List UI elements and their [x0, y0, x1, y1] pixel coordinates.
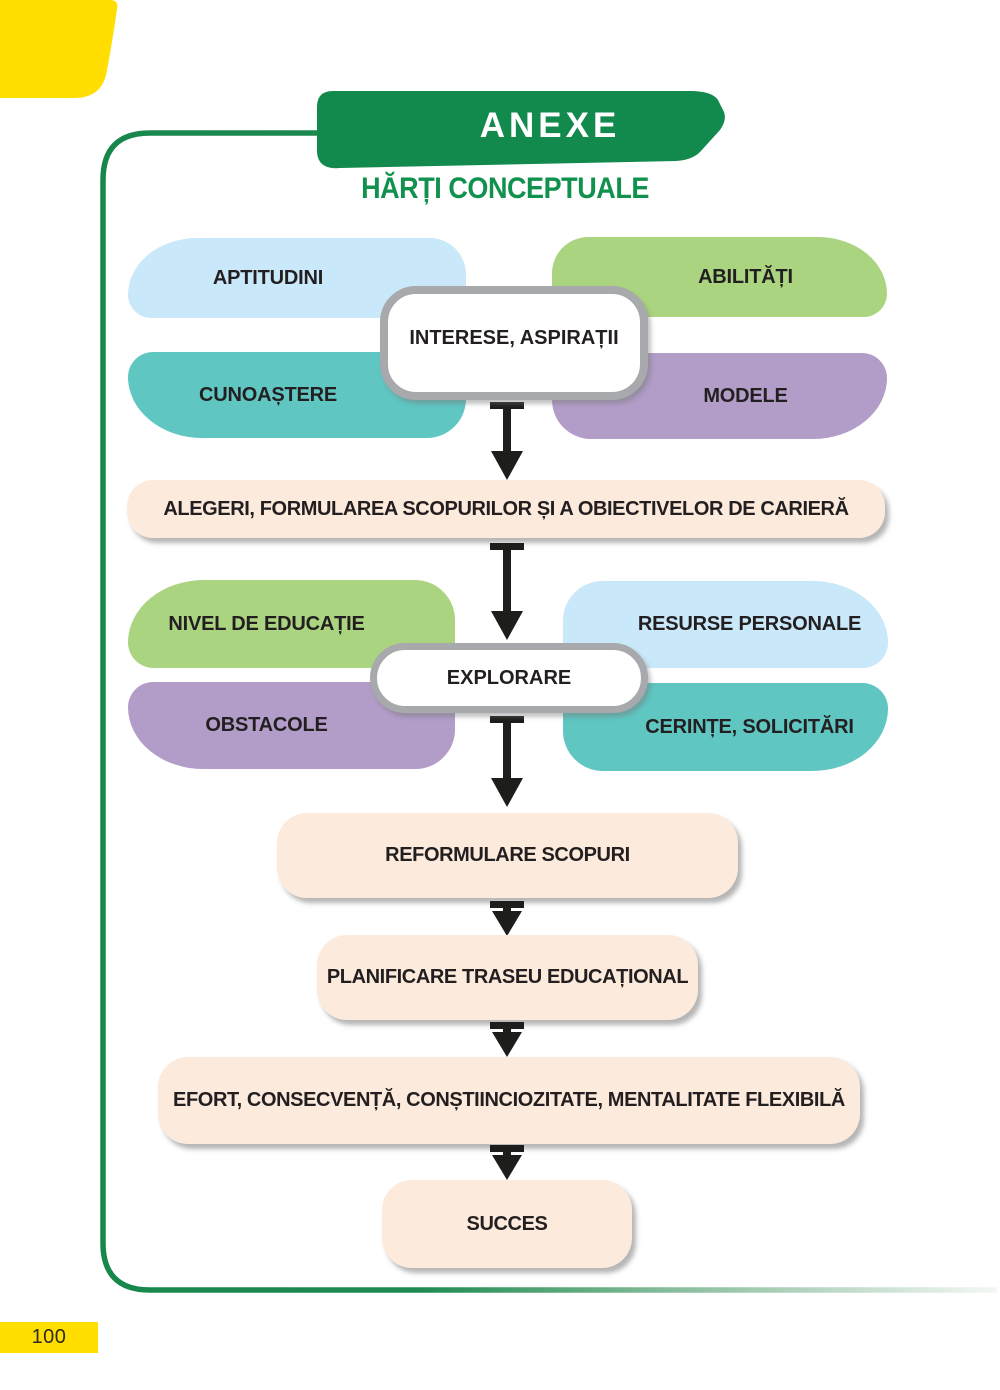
blob-modele-label: MODELE	[703, 384, 788, 407]
blob-cerinte-solicitari-label: CERINȚE, SOLICITĂRI	[645, 715, 854, 738]
arrow-cap	[490, 1022, 524, 1029]
flow-box-efort-label: EFORT, CONSECVENȚĂ, CONȘTIINCIOZITATE, MENTALITATE FLEXIBILĂ	[173, 1089, 845, 1111]
arrow-down-5	[489, 1022, 525, 1057]
arrow-cap	[490, 716, 524, 723]
arrow-cap	[490, 901, 524, 908]
arrow-head-icon	[492, 911, 522, 936]
arrow-down-4	[489, 901, 525, 936]
flow-box-succes	[382, 1180, 632, 1268]
arrow-head-icon	[491, 611, 523, 640]
flow-box-reformulare-label: REFORMULARE SCOPURI	[385, 844, 630, 866]
flow-box-alegeri-label: ALEGERI, FORMULAREA SCOPURILOR ȘI A OBIECTIVELOR DE CARIERĂ	[163, 497, 849, 520]
flow-box-planificare-label: PLANIFICARE TRASEU EDUCAȚIONAL	[326, 966, 689, 988]
arrow-head-icon	[492, 1155, 522, 1180]
hub-interese-aspiratii-label: INTERESE, ASPIRAȚII	[409, 326, 619, 349]
arrow-head-icon	[491, 451, 523, 480]
arrow-shaft	[503, 409, 511, 451]
arrow-shaft	[503, 550, 511, 611]
arrow-shaft	[503, 723, 511, 778]
arrow-cap	[490, 1145, 524, 1152]
page-number: 100	[31, 1326, 67, 1348]
arrow-head-icon	[491, 778, 523, 807]
arrow-down-1	[489, 402, 525, 480]
arrow-down-6	[489, 1145, 525, 1180]
page-number-footer	[0, 1322, 98, 1353]
banner-title: ANEXE	[479, 106, 621, 145]
arrow-cap	[490, 543, 524, 550]
blob-nivel-educatie-label: NIVEL DE EDUCAȚIE	[168, 612, 365, 635]
arrow-down-3	[489, 716, 525, 807]
arrow-head-icon	[492, 1032, 522, 1057]
hub-interese-aspiratii	[380, 286, 648, 400]
flow-box-reformulare	[277, 813, 738, 898]
blob-cunoastere-label: CUNOAȘTERE	[198, 383, 337, 406]
blob-aptitudini-label: APTITUDINI	[212, 266, 324, 289]
arrow-down-2	[489, 543, 525, 640]
blob-resurse-personale-label: RESURSE PERSONALE	[637, 613, 862, 635]
flow-box-alegeri	[127, 480, 885, 538]
flow-box-planificare	[317, 935, 698, 1020]
page-subtitle: HĂRȚI CONCEPTUALE	[361, 172, 649, 205]
flow-box-succes-label: SUCCES	[466, 1212, 548, 1235]
blob-obstacole-label: OBSTACOLE	[205, 714, 328, 736]
hub-explorare-label: EXPLORARE	[446, 666, 572, 689]
hub-explorare	[370, 643, 648, 713]
arrow-cap	[490, 402, 524, 409]
blob-abilitati-label: ABILITĂȚI	[698, 265, 793, 288]
flow-box-efort	[158, 1057, 860, 1144]
